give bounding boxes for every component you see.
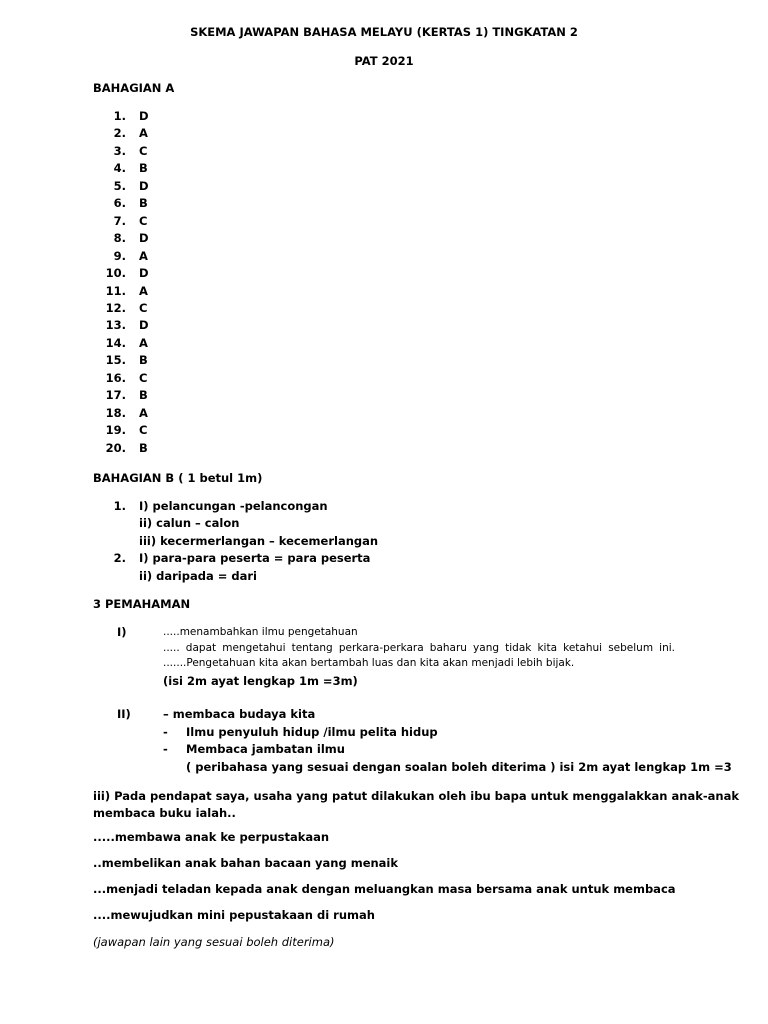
answer-choice: B — [139, 196, 148, 210]
pemahaman-ii-label: II) — [117, 707, 131, 721]
answer-choice: D — [139, 266, 149, 280]
pemahaman-ii-note: ( peribahasa yang sesuai dengan soalan boleh diterima ) isi 2m ayat lengkap 1m =3 — [186, 760, 732, 774]
answer-choice: B — [139, 161, 148, 175]
answer-choice: C — [139, 371, 148, 385]
bahagian-b-heading: BAHAGIAN B ( 1 betul 1m) — [93, 471, 263, 485]
answer-number: 3. — [113, 144, 126, 158]
answer-choice: B — [139, 441, 148, 455]
pemahaman-ii-item: Ilmu penyuluh hidup /ilmu pelita hidup — [186, 725, 438, 739]
bahagian-b-q1-line: ii) calun – calon — [139, 516, 240, 530]
bahagian-b-q2-line: ii) daripada = dari — [139, 569, 257, 583]
answer-number: 12. — [105, 301, 126, 315]
answer-number: 2. — [113, 126, 126, 140]
answer-number: 18. — [105, 406, 126, 420]
answer-number: 10. — [105, 266, 126, 280]
answer-number: 20. — [105, 441, 126, 455]
pemahaman-iii-answer: ...menjadi teladan kepada anak dengan meluangkan masa bersama anak untuk membaca — [93, 882, 676, 896]
answer-number: 15. — [105, 353, 126, 367]
answer-choice: D — [139, 231, 149, 245]
document-subtitle: PAT 2021 — [354, 54, 414, 68]
pemahaman-ii-item: Membaca jambatan ilmu — [186, 742, 345, 756]
answer-choice: C — [139, 423, 148, 437]
pemahaman-iii-answer: ....mewujudkan mini pepustakaan di rumah — [93, 908, 375, 922]
bahagian-b-q2-number: 2. — [113, 551, 126, 565]
answer-number: 5. — [113, 179, 126, 193]
pemahaman-iii-question: iii) Pada pendapat saya, usaha yang patut dilakukan oleh ibu bapa untuk menggalakkan anak-anak — [93, 789, 739, 803]
answer-number: 11. — [105, 284, 126, 298]
pemahaman-i-label: I) — [117, 625, 127, 639]
pemahaman-iii-question-cont: membaca buku ialah.. — [93, 806, 236, 820]
answer-number: 13. — [105, 318, 126, 332]
answer-number: 9. — [113, 249, 126, 263]
answer-choice: A — [139, 249, 148, 263]
pemahaman-ii-main: – membaca budaya kita — [163, 707, 316, 721]
answer-choice: B — [139, 353, 148, 367]
bahagian-b-q2-line: I) para-para peserta = para peserta — [139, 551, 371, 565]
pemahaman-iii-answer: .....membawa anak ke perpustakaan — [93, 830, 330, 844]
bahagian-a-heading: BAHAGIAN A — [93, 81, 175, 95]
answer-choice: C — [139, 301, 148, 315]
answer-number: 4. — [113, 161, 126, 175]
pemahaman-heading: 3 PEMAHAMAN — [93, 597, 191, 611]
pemahaman-iii-answer: ..membelikan anak bahan bacaan yang menaik — [93, 856, 399, 870]
pemahaman-i-line: ..... dapat mengetahui tentang perkara-perkara baharu yang tidak kita ketahui sebelum ini. — [163, 642, 675, 654]
answer-number: 17. — [105, 388, 126, 402]
answer-number: 1. — [113, 109, 126, 123]
pemahaman-i-note: (isi 2m ayat lengkap 1m =3m) — [163, 674, 358, 688]
pemahaman-ii-dash: - — [163, 742, 168, 756]
answer-choice: D — [139, 179, 149, 193]
answer-choice: D — [139, 109, 149, 123]
answer-number: 16. — [105, 371, 126, 385]
answer-number: 14. — [105, 336, 126, 350]
answer-choice: A — [139, 126, 148, 140]
pemahaman-iii-note: (jawapan lain yang sesuai boleh diterima) — [93, 935, 335, 949]
answer-choice: D — [139, 318, 149, 332]
bahagian-b-q1-line: I) pelancungan -pelancongan — [139, 499, 328, 513]
pemahaman-i-line: .....menambahkan ilmu pengetahuan — [163, 626, 358, 638]
answer-choice: B — [139, 388, 148, 402]
bahagian-b-q1-number: 1. — [113, 499, 126, 513]
answer-number: 8. — [113, 231, 126, 245]
document-title: SKEMA JAWAPAN BAHASA MELAYU (KERTAS 1) TINGKATAN 2 — [190, 25, 578, 39]
answer-number: 7. — [113, 214, 126, 228]
answer-number: 19. — [105, 423, 126, 437]
pemahaman-ii-dash: - — [163, 725, 168, 739]
answer-choice: A — [139, 406, 148, 420]
answer-choice: C — [139, 144, 148, 158]
answer-choice: A — [139, 284, 148, 298]
answer-choice: C — [139, 214, 148, 228]
answer-number: 6. — [113, 196, 126, 210]
pemahaman-i-line: .......Pengetahuan kita akan bertambah luas dan kita akan menjadi lebih bijak. — [163, 657, 575, 669]
bahagian-b-q1-line: iii) kecermerlangan – kecemerlangan — [139, 534, 379, 548]
answer-choice: A — [139, 336, 148, 350]
